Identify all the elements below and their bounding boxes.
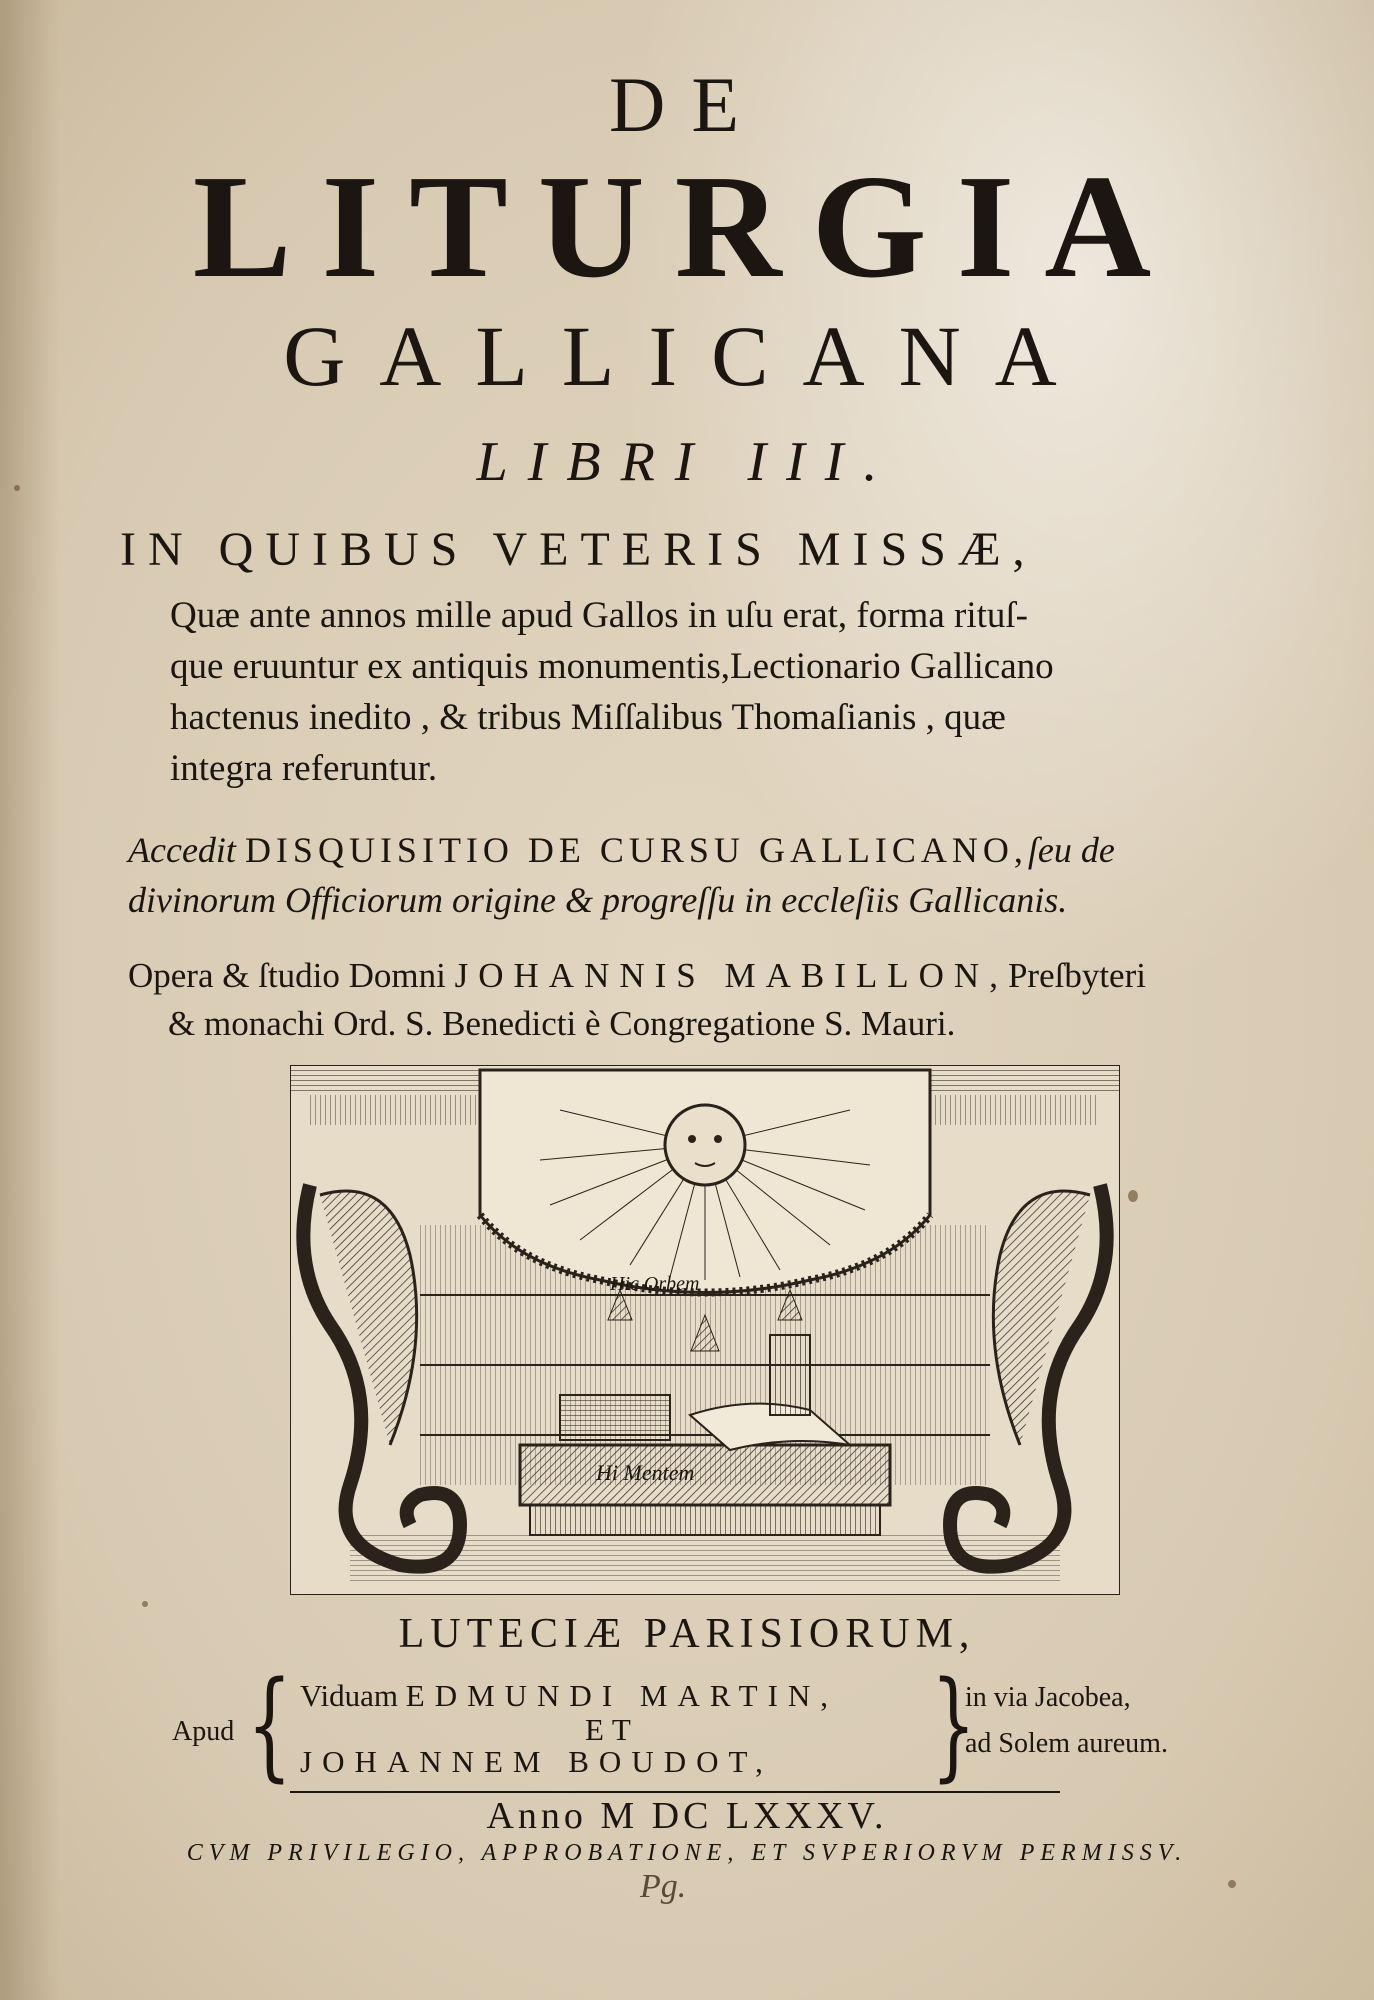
accedit-rest: ſeu de — [1027, 830, 1115, 870]
title-de: DE — [609, 61, 765, 148]
engraving-caption-bottom: Hi Mentem — [596, 1460, 695, 1485]
disquisitio-title: DISQUISITIO DE CURSU GALLICANO, — [244, 830, 1028, 870]
title-liturgia: LITURGIA — [192, 145, 1182, 309]
description-line: Quæ ante annos mille apud Gallos in uſu erat, forma rituſ- — [170, 595, 1028, 636]
publisher-et: ET — [585, 1712, 639, 1747]
publisher-2 — [300, 1744, 773, 1780]
engraving-sun-face — [665, 1105, 745, 1185]
engraving-table — [520, 1445, 890, 1505]
accedit-paragraph — [128, 825, 1278, 925]
publisher-1-name: EDMUNDI MARTIN, — [405, 1678, 839, 1713]
author-paragraph — [128, 952, 1278, 1048]
ink-speck — [1128, 1190, 1138, 1202]
accedit-word: Accedit — [128, 830, 236, 870]
accedit-line-2: divinorum Officiorum origine & progreſſu in eccleſiis Gallicanis. — [128, 880, 1068, 920]
engraving-caption-top: Hic Orbem — [610, 1273, 700, 1295]
author-name: JOHANNIS MABILLON, — [454, 956, 1008, 995]
description-paragraph — [170, 590, 1270, 794]
imprint-apud: Apud — [172, 1716, 235, 1747]
author-intro: Opera & ſtudio Domni — [128, 956, 446, 995]
description-line: integra referuntur. — [170, 748, 438, 789]
right-brace: } — [931, 1655, 977, 1793]
handwritten-mark: Pg. — [640, 1868, 687, 1905]
location-1: in via Jacobea, — [965, 1682, 1131, 1713]
author-title: Preſbyteri — [1007, 956, 1146, 995]
description-line: hactenus inedito , & tribus Miſſalibus Thomaſianis , quæ — [170, 697, 1006, 738]
engraving-illustration — [290, 1065, 1120, 1595]
publisher-1-prefix: Viduam — [300, 1678, 399, 1713]
ink-speck — [1228, 1880, 1236, 1888]
imprint-year: Anno M DC LXXXV. — [486, 1795, 888, 1837]
imprint-rule — [290, 1791, 1060, 1793]
engraving-book-stack — [560, 1395, 670, 1440]
title-libri: LIBRI III. — [476, 431, 898, 493]
subtitle-quibus: IN QUIBUS VETERIS MISSÆ, — [120, 523, 1037, 576]
imprint-city: LUTECIÆ PARISIORUM, — [398, 1611, 976, 1657]
location-2: ad Solem aureum. — [965, 1728, 1168, 1759]
description-line: que eruuntur ex antiquis monumentis,Lectionario Gallicano — [170, 646, 1054, 687]
publisher-1 — [300, 1678, 838, 1714]
ink-speck — [142, 1601, 148, 1607]
left-brace: { — [247, 1655, 293, 1793]
publisher-2-name: JOHANNEM BOUDOT, — [300, 1744, 773, 1779]
privilege-line: CVM PRIVILEGIO, APPROBATIONE, ET SVPERIORVM PERMISSV. — [186, 1840, 1188, 1866]
title-gallicana: GALLICANA — [283, 308, 1091, 404]
author-line-2: & monachi Ord. S. Benedicti è Congregatione S. Mauri. — [168, 1004, 956, 1043]
